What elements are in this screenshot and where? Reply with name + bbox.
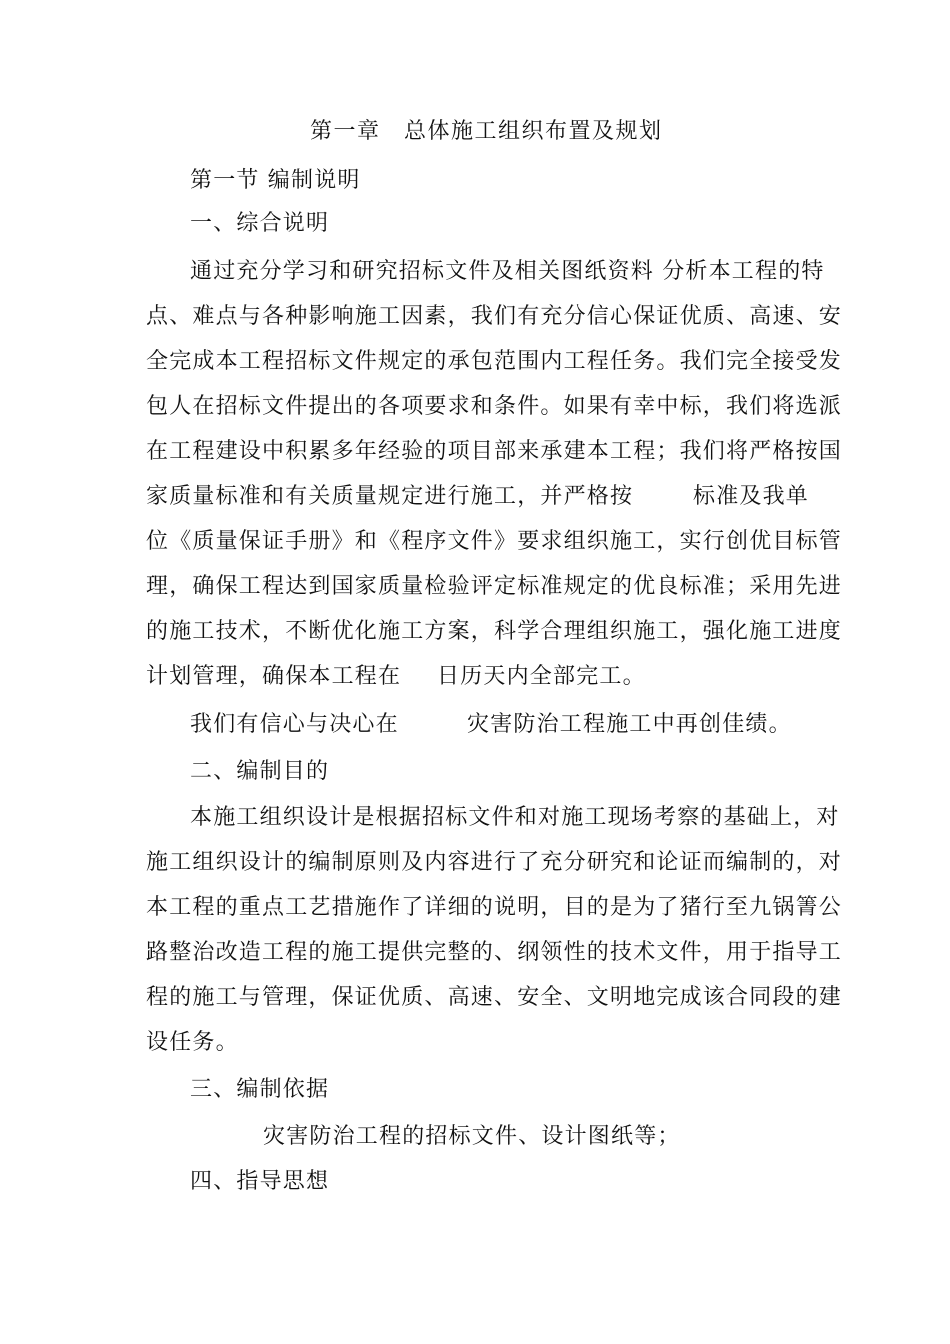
paragraph-line: 程的施工与管理，保证优质、高速、安全、文明地完成该合同段的建 [146,985,843,1010]
paragraph-line-fragment: 灾害防治工程施工中再创佳绩。 [467,712,792,737]
subsection-heading-2: 二、编制目的 [190,759,330,784]
paragraph-line: 我们有信心与决心在 [190,712,399,737]
paragraph-line: 理，确保工程达到国家质量检验评定标准规定的优良标准；采用先进 [146,574,843,599]
paragraph-line: 灾害防治工程的招标文件、设计图纸等； [263,1124,681,1149]
paragraph-line: 路整治改造工程的施工提供完整的、纲领性的技术文件，用于指导工 [146,940,843,965]
paragraph-line: 通过充分学习和研究招标文件及相关图纸资料 分析本工程的特 [190,259,825,284]
subsection-heading-4: 四、指导思想 [190,1169,330,1194]
paragraph-line: 计划管理，确保本工程在 [146,664,402,689]
subsection-heading-3: 三、编制依据 [190,1077,330,1102]
paragraph-line: 包人在招标文件提出的各项要求和条件。如果有幸中标，我们将选派 [146,394,843,419]
section-title: 第一节 编制说明 [190,168,361,193]
paragraph-line: 在工程建设中积累多年经验的项目部来承建本工程；我们将严格按国 [146,439,843,464]
paragraph-line: 家质量标准和有关质量规定进行施工，并严格按 [146,484,634,509]
paragraph-line: 的施工技术，不断优化施工方案，科学合理组织施工，强化施工进度 [146,619,843,644]
paragraph-line: 全完成本工程招标文件规定的承包范围内工程任务。我们完全接受发 [146,349,843,374]
paragraph-line: 点、难点与各种影响施工因素，我们有充分信心保证优质、高速、安 [146,304,843,329]
paragraph-line-fragment: 日历天内全部完工。 [437,664,646,689]
subsection-heading-1: 一、综合说明 [190,211,330,236]
paragraph-line-fragment: 标准及我单 [693,484,810,509]
paragraph-line: 本施工组织设计是根据招标文件和对施工现场考察的基础上，对 [190,805,840,830]
paragraph-line: 施工组织设计的编制原则及内容进行了充分研究和论证而编制的，对 [146,850,843,875]
paragraph-line: 位《质量保证手册》和《程序文件》要求组织施工，实行创优目标管 [146,529,843,554]
chapter-title: 第一章 总体施工组织布置及规划 [310,119,663,144]
paragraph-line: 本工程的重点工艺措施作了详细的说明，目的是为了猪行至九锅箐公 [146,895,843,920]
paragraph-line: 设任务。 [146,1030,239,1055]
